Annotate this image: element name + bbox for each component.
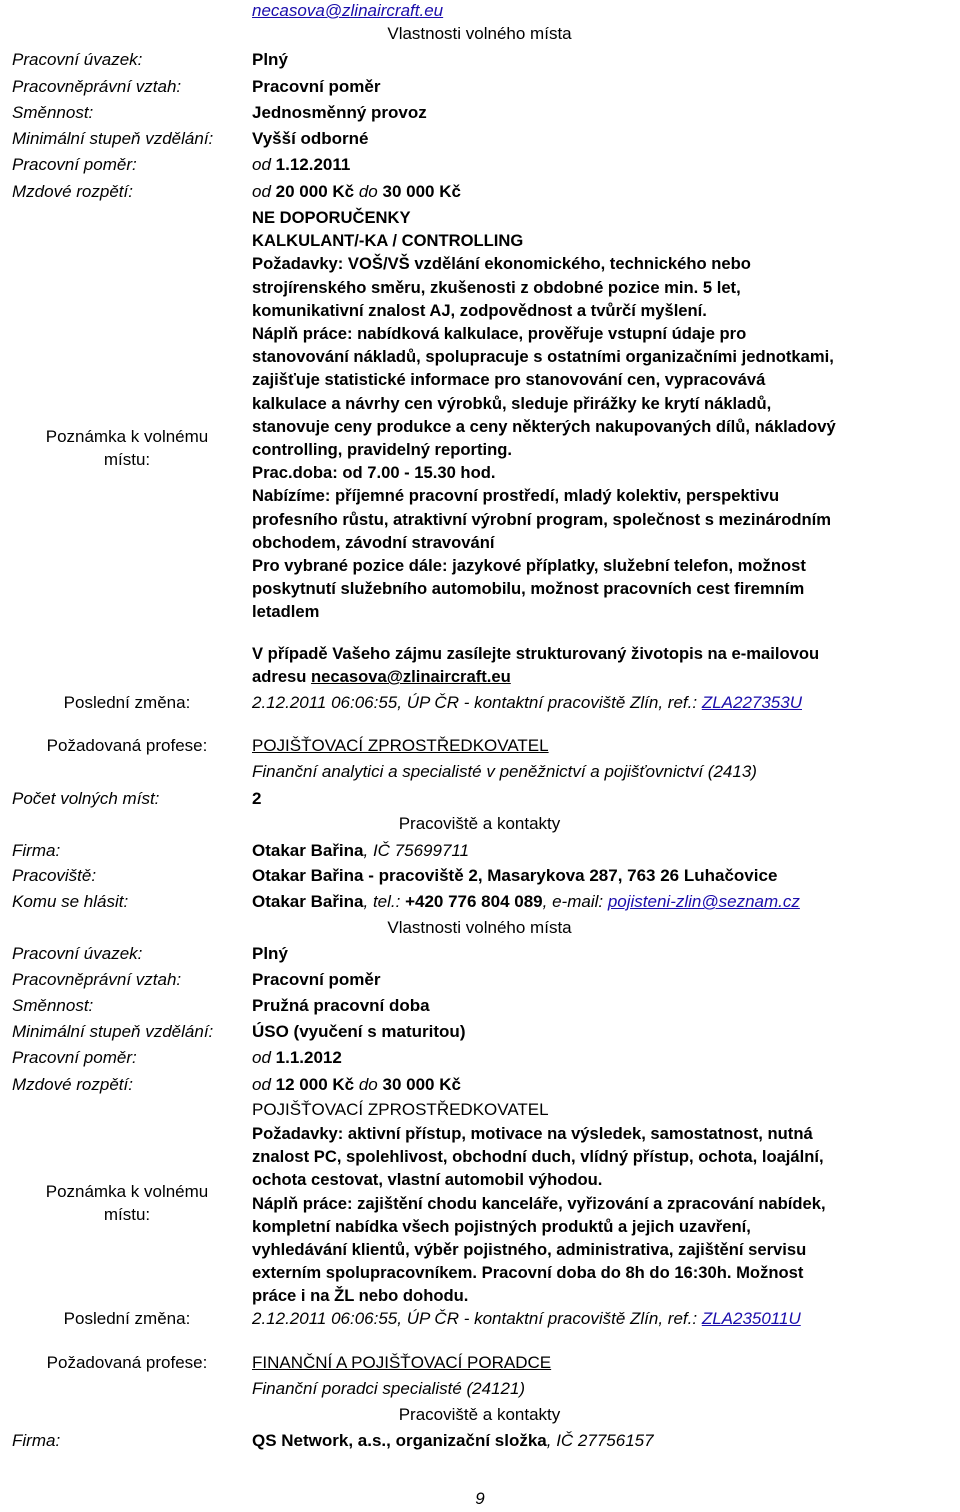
job1-vztah-label: Pracovněprávní vztah:	[12, 77, 182, 96]
job2-pocet-label: Počet volných míst:	[12, 789, 160, 808]
page-number: 9	[475, 1489, 485, 1508]
job1-pomer-date: 1.12.2011	[275, 155, 351, 174]
job2-note-title: POJIŠŤOVACÍ ZPROSTŘEDKOVATEL	[252, 1100, 549, 1119]
job1-mzda-min: 20 000 Kč	[275, 182, 355, 201]
job1-uvazek-label: Pracovní úvazek:	[12, 50, 143, 69]
job2-note-label-line2: místu:	[103, 1205, 151, 1224]
job1-vzdelani-label: Minimální stupeň vzdělání:	[12, 129, 214, 148]
job1-note-contact-prefix: adresu	[252, 667, 307, 687]
job2-note-label-line1: Poznámka k volnému	[45, 1182, 209, 1201]
job2-pomer-od: od	[252, 1048, 271, 1067]
job1-mzda-value	[252, 181, 461, 203]
job1-note-contact	[252, 642, 952, 688]
job2-vztah-label: Pracovněprávní vztah:	[12, 970, 182, 989]
job1-smennost-label: Směnnost:	[12, 103, 94, 122]
job2-profese-label: Požadovaná profese:	[46, 736, 208, 755]
job1-note-line: zajišťuje statistické informace pro stanovování cen, vypracovává	[252, 370, 766, 390]
job1-mzda-max: 30 000 Kč	[382, 182, 461, 201]
job2-pomer-date: 1.1.2012	[275, 1048, 342, 1067]
job1-note-line: Požadavky: VOŠ/VŠ vzdělání ekonomického, technického nebo	[252, 254, 751, 274]
job1-note-line: stanovuje ceny produkce a ceny některých nakupovaných dílů, nákladový	[252, 416, 836, 436]
job1-note-line: poskytnutí služebního automobilu, možnost pracovních cest firemním	[252, 579, 805, 599]
job1-note-line: Pro vybrané pozice dále: jazykové příplatky, služební telefon, možnost	[252, 556, 806, 576]
job1-zmena-ref-link[interactable]: ZLA227353U	[701, 693, 802, 712]
job1-note-line: profesního růstu, atraktivní výrobní program, společnost s mezinárodním	[252, 509, 832, 529]
job1-note-line: letadlem	[252, 602, 320, 622]
job2-komu-tel: +420 776 804 089	[405, 892, 543, 911]
job1-note-line: KALKULANT/-KA / CONTROLLING	[252, 231, 524, 251]
job2-zmena-ref-link[interactable]: ZLA235011U	[701, 1309, 801, 1328]
job1-zmena-value	[252, 692, 802, 714]
job1-note-line: NE DOPORUČENKY	[252, 208, 411, 227]
job3-firma-name: QS Network, a.s., organizační složka	[252, 1431, 547, 1450]
job2-pomer-label: Pracovní poměr:	[12, 1048, 137, 1067]
job2-profese-sub: Finanční analytici a specialisté v peněžnictví a pojišťovnictví (2413)	[252, 762, 757, 781]
job1-smennost-value: Jednosměnný provoz	[252, 103, 427, 122]
job1-zmena-text: 2.12.2011 06:06:55, ÚP ČR - kontaktní pracoviště Zlín, ref.:	[252, 693, 698, 712]
job2-kontakty-heading: Pracoviště a kontakty	[398, 814, 561, 833]
job2-profese-value: POJIŠŤOVACÍ ZPROSTŘEDKOVATEL	[252, 736, 549, 755]
top-email-link[interactable]: necasova@zlinaircraft.eu	[252, 1, 444, 20]
job1-properties-heading: Vlastnosti volného místa	[387, 24, 572, 43]
job3-profese-sub: Finanční poradci specialisté (24121)	[252, 1379, 526, 1398]
job2-komu-label: Komu se hlásit:	[12, 892, 129, 911]
job2-note-line: kompletní nabídka všech pojistných produktů a jejich uzavření,	[252, 1216, 751, 1236]
job1-mzda-od: od	[252, 182, 271, 201]
job2-note-text	[252, 1122, 952, 1308]
job2-firma-label: Firma:	[12, 841, 61, 860]
job3-profese-value: FINANČNÍ A POJIŠŤOVACÍ PORADCE	[252, 1353, 552, 1372]
job1-note-line: strojírenského směru, zkušenosti z obdobné pozice min. 5 let,	[252, 277, 741, 297]
job2-note-line: Požadavky: aktivní přístup, motivace na výsledek, samostatnost, nutná	[252, 1124, 813, 1143]
job2-zmena-label: Poslední změna:	[63, 1309, 191, 1328]
job2-note-line: vyhledávání klientů, výběr pojistného, administrativa, zajištění servisu	[252, 1240, 807, 1260]
job2-pracoviste-label: Pracoviště:	[12, 866, 97, 885]
job1-pomer-od: od	[252, 155, 271, 174]
job3-firma-label: Firma:	[12, 1431, 61, 1450]
job1-note-label-line1: Poznámka k volnému	[45, 427, 209, 446]
job2-mzda-od: od	[252, 1075, 271, 1094]
job1-note-line: Nabízíme: příjemné pracovní prostředí, mladý kolektiv, perspektivu	[252, 486, 780, 506]
job2-zmena-text: 2.12.2011 06:06:55, ÚP ČR - kontaktní pracoviště Zlín, ref.:	[252, 1309, 698, 1328]
job2-komu-name: Otakar Bařina	[252, 892, 364, 911]
job3-firma-ic: , IČ 27756157	[546, 1431, 654, 1450]
job2-vztah-value: Pracovní poměr	[252, 970, 381, 989]
job2-firma-value	[252, 840, 469, 862]
job2-mzda-value	[252, 1074, 461, 1096]
job2-mzda-min: 12 000 Kč	[275, 1075, 355, 1094]
job2-uvazek-value: Plný	[252, 944, 288, 963]
job2-pocet-value: 2	[252, 789, 262, 808]
job2-note-label	[12, 1180, 242, 1226]
job2-smennost-label: Směnnost:	[12, 996, 94, 1015]
job3-firma-value	[252, 1430, 654, 1452]
job1-note-line: obchodem, závodní stravování	[252, 532, 495, 552]
job2-zmena-value	[252, 1308, 801, 1330]
job1-note-contact-line: V případě Vašeho zájmu zasílejte strukturovaný životopis na e-mailovou	[252, 644, 820, 663]
job2-note-line: externím spolupracovníkem. Pracovní doba do 8h do 16:30h. Možnost	[252, 1263, 804, 1283]
job1-mzda-label: Mzdové rozpětí:	[12, 182, 133, 201]
job2-mzda-max: 30 000 Kč	[382, 1075, 461, 1094]
job2-properties-heading: Vlastnosti volného místa	[387, 918, 572, 937]
job1-uvazek-value: Plný	[252, 50, 288, 69]
job2-mzda-label: Mzdové rozpětí:	[12, 1075, 133, 1094]
job2-komu-mail-link[interactable]: pojisteni-zlin@seznam.cz	[607, 892, 800, 911]
job2-smennost-value: Pružná pracovní doba	[252, 996, 430, 1015]
job1-note-text	[252, 206, 952, 624]
job2-vzdelani-value: ÚSO (vyučení s maturitou)	[252, 1022, 466, 1041]
job2-note-line: znalost PC, spolehlivost, obchodní duch, vlídný přístup, ochota, loajální,	[252, 1147, 824, 1167]
job1-zmena-label: Poslední změna:	[63, 693, 191, 712]
job1-note-line: Náplň práce: nabídková kalkulace, prověřuje vstupní údaje pro	[252, 324, 747, 344]
job2-note-line: práce i na ŽL nebo dohodu.	[252, 1286, 469, 1306]
job1-note-line: kalkulace a návrhy cen výrobků, sleduje přirážky ke krytí nákladů,	[252, 393, 772, 413]
job2-uvazek-label: Pracovní úvazek:	[12, 944, 143, 963]
job2-pracoviste-value: Otakar Bařina - pracoviště 2, Masarykova 287, 763 26 Luhačovice	[252, 866, 778, 885]
job2-vzdelani-label: Minimální stupeň vzdělání:	[12, 1022, 214, 1041]
job1-note-label	[12, 425, 242, 471]
job1-note-line: Prac.doba: od 7.00 - 15.30 hod.	[252, 463, 496, 483]
job1-vzdelani-value: Vyšší odborné	[252, 129, 369, 148]
job1-note-line: komunikativní znalost AJ, zodpovědnost a tvůrčí myšlení.	[252, 300, 707, 320]
job1-note-line: controlling, pravidelný reporting.	[252, 440, 512, 460]
job3-profese-label: Požadovaná profese:	[46, 1353, 208, 1372]
job1-pomer-value	[252, 154, 350, 176]
job2-mzda-do: do	[358, 1075, 378, 1094]
job1-note-line: stanovování nákladů, spolupracuje s ostatními organizačními jednotkami,	[252, 347, 834, 367]
job3-kontakty-heading: Pracoviště a kontakty	[398, 1405, 561, 1424]
job2-komu-mail-label: , e-mail:	[542, 892, 608, 911]
job2-komu-value	[252, 891, 800, 913]
job1-vztah-value: Pracovní poměr	[252, 77, 381, 96]
job1-note-label-line2: místu:	[103, 450, 151, 469]
job2-note-line: ochota cestovat, vlastní automobil výhodou.	[252, 1170, 603, 1190]
job1-pomer-label: Pracovní poměr:	[12, 155, 137, 174]
job2-firma-ic: , IČ 75699711	[363, 841, 470, 860]
job1-mzda-do: do	[358, 182, 378, 201]
job2-pomer-value	[252, 1047, 342, 1069]
job1-note-contact-email[interactable]: necasova@zlinaircraft.eu	[311, 667, 511, 687]
job2-komu-tel-label: , tel.:	[363, 892, 406, 911]
job2-firma-name: Otakar Bařina	[252, 841, 364, 860]
job2-note-line: Náplň práce: zajištění chodu kanceláře, vyřizování a zpracování nabídek,	[252, 1193, 826, 1213]
job1-note-contact-address	[252, 665, 952, 688]
